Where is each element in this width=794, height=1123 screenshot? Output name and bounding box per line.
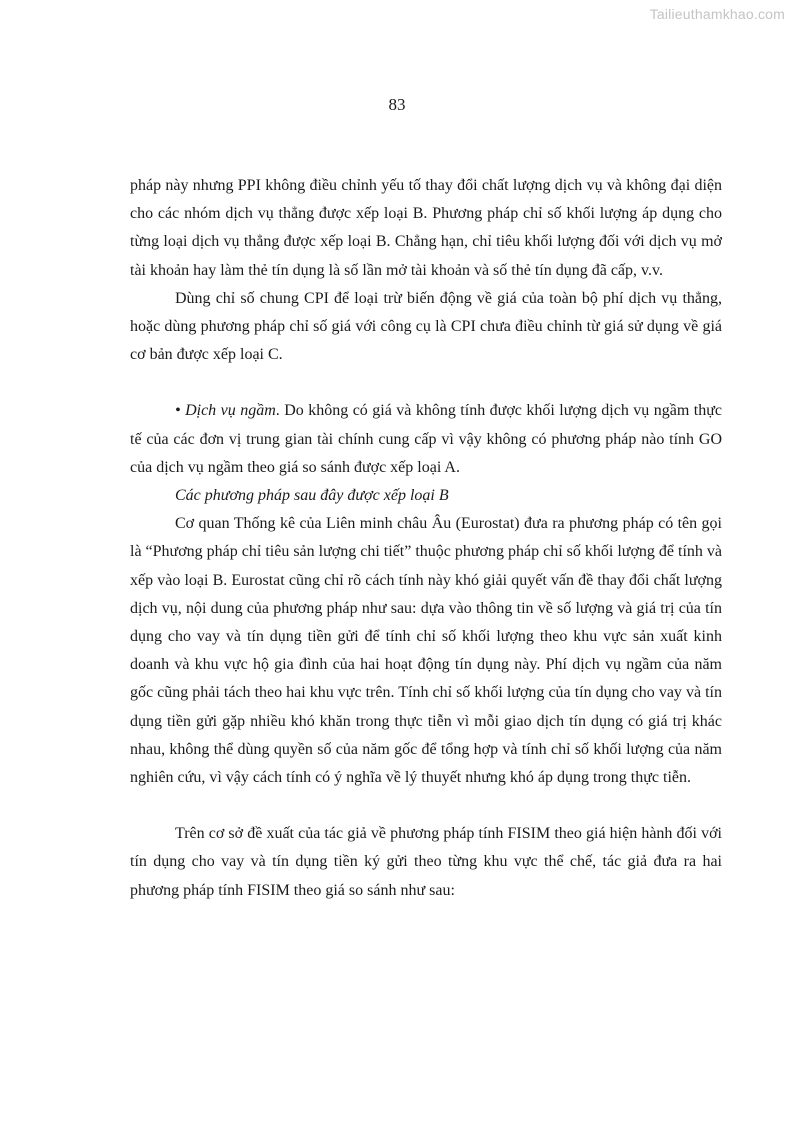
paragraph-implicit-services bbox=[130, 397, 722, 482]
paragraph-continuation: pháp này nhưng PPI không điều chỉnh yếu tố thay đổi chất lượng dịch vụ và không đại diện cho các nhóm dịch vụ thẳng được xếp loại B. Phương pháp chỉ số khối lượng áp dụng cho từng loại dịch vụ thẳng được xếp loại B. Chẳng hạn, chỉ tiêu khối lượng đối với dịch vụ mở tài khoản hay làm thẻ tín dụng là số lần mở tài khoản và số thẻ tín dụng đã cấp, v.v. bbox=[130, 177, 722, 279]
section-heading-type-b: Các phương pháp sau đây được xếp loại B bbox=[175, 487, 449, 505]
paragraph-cpi: Dùng chỉ số chung CPI để loại trừ biến động về giá của toàn bộ phí dịch vụ thẳng, hoặc dùng phương pháp chỉ số giá với công cụ là CPI chưa điều chỉnh từ giá sử dụng về giá cơ bản được xếp loại C. bbox=[130, 289, 722, 364]
paragraph-eurostat: Cơ quan Thống kê của Liên minh châu Âu (Eurostat) đưa ra phương pháp có tên gọi là “Phương pháp chỉ tiêu sản lượng chi tiết” thuộc phương pháp chỉ số khối lượng để tính và xếp vào loại B. Eurostat cũng chỉ rõ cách tính này khó giải quyết vấn đề thay đổi chất lượng dịch vụ, nội dung của phương pháp như sau: dựa vào thông tin về số lượng và giá trị của tín dụng cho vay và tín dụng tiền gửi để tính chỉ số khối lượng theo khu vực sản xuất kinh doanh và khu vực hộ gia đình của hai hoạt động tín dụng này. Phí dịch vụ ngầm của năm gốc cũng phải tách theo hai khu vực trên. Tính chỉ số khối lượng của tín dụng cho vay và tín dụng tiền gửi gặp nhiều khó khăn trong thực tiễn vì mỗi giao dịch tín dụng có giá trị khác nhau, không thể dùng quyền số của năm gốc để tổng hợp và tính chỉ số khối lượng của năm nghiên cứu, vì vậy cách tính có ý nghĩa về lý thuyết nhưng khó áp dụng trong thực tiễn. bbox=[130, 515, 722, 787]
document-body bbox=[130, 172, 722, 905]
page-number: 83 bbox=[388, 95, 406, 114]
implicit-services-heading: • Dịch vụ ngầm bbox=[175, 402, 276, 420]
implicit-services-text: . Do không có giá và không tính được khối lượng dịch vụ ngầm thực tế của các đơn vị trung gian tài chính cung cấp vì vậy không có phương pháp nào tính GO của dịch vụ ngầm theo giá so sánh được xếp loại A. bbox=[130, 402, 723, 476]
paragraph-fisim: Trên cơ sở đề xuất của tác giả về phương pháp tính FISIM theo giá hiện hành đối với tín dụng cho vay và tín dụng tiền ký gửi theo từng khu vực thể chế, tác giả đưa ra hai phương pháp tính FISIM theo giá so sánh như sau: bbox=[130, 825, 722, 899]
watermark-text: Tailieuthamkhao.com bbox=[649, 6, 785, 22]
